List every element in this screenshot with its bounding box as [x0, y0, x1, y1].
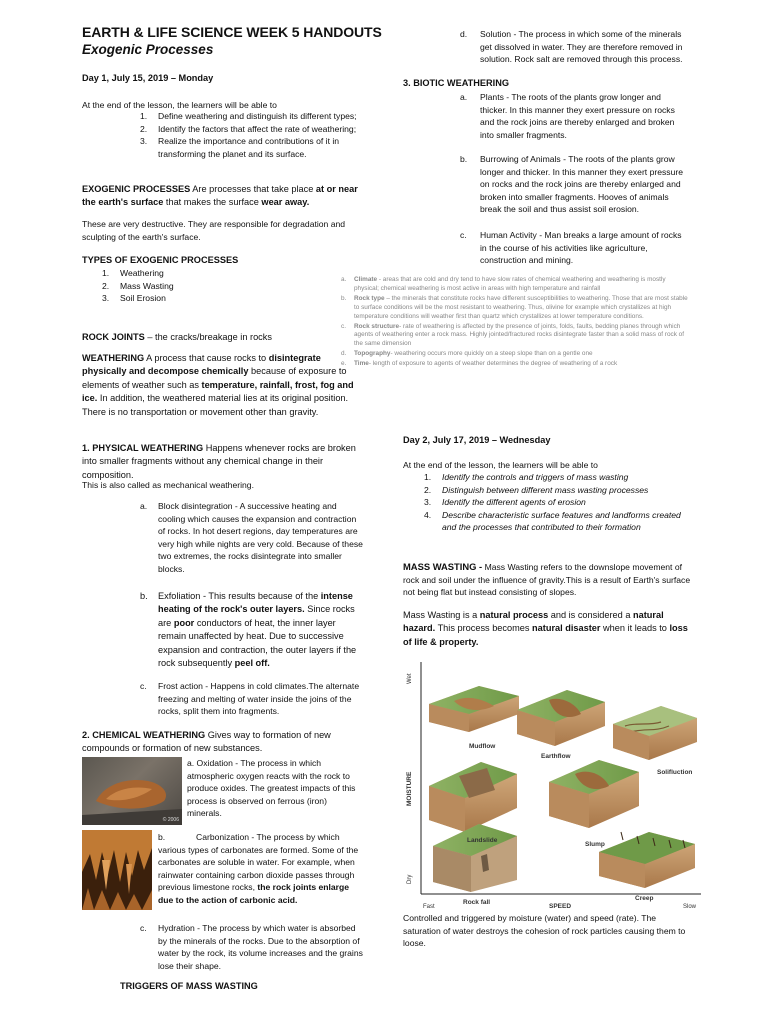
axis-fast: Fast: [423, 904, 435, 910]
day2-objectives: [424, 471, 694, 534]
day2-date: Day 2, July 17, 2019 – Wednesday: [403, 435, 551, 445]
exfoliation: b. Exfoliation - This results because of the intense heating of the rock's outer layers. Since rocks are poor conductors of heat, the inner layer remain unaffected by heat. Due to successive expansion and contraction, the outer layers if the rock subsequently peel off.: [140, 591, 357, 669]
day1-date: Day 1, July 15, 2019 – Monday: [82, 73, 214, 83]
weathering-factors: [341, 276, 691, 369]
label-slump: Slump: [585, 841, 605, 848]
hydration: c. Hydration - The process by which water is absorbed by the minerals of the rocks. Due to the absorption of water by the rock, its volume increases and the grains lose their shape.: [140, 923, 363, 971]
photo-credit: © 2006: [162, 817, 179, 823]
label-landslide: Landslide: [467, 837, 498, 844]
axis-speed: SPEED: [549, 903, 572, 910]
slump-block: [549, 760, 639, 828]
label-creep: Creep: [635, 895, 654, 902]
diagram-caption: Controlled and triggered by moisture (water) and speed (rate). The saturation of water destroys the cohesion of rock particles causing them to loose.: [403, 913, 686, 949]
objective-item: 1. Identify the controls and triggers of mass wasting: [424, 472, 629, 482]
factor-item: d. Topography- weathering occurs more quickly on a steep slope than on a gentle one: [341, 350, 593, 358]
type-item: 3. Soil Erosion: [102, 293, 166, 304]
label-solifluction: Solifluction: [657, 769, 693, 776]
block-disintegration: a. Block disintegration - A successive heating and cooling which causes the expansion and contraction of rocks. In hot desert regions, day temperatures are very high while nights are very cold. Because of these two extremes, the rocks disintegrate into smaller blocks.: [140, 501, 363, 574]
earthflow-block: [517, 690, 605, 746]
physical-aka: This is also called as mechanical weathering.: [82, 480, 254, 490]
page-subtitle: Exogenic Processes: [82, 42, 214, 57]
factor-item: c. Rock structure- rate of weathering is affected by the presence of joints, folds, faults, bedding planes through which agents of weathering enter a rock mass. Highly jointed/fractured rocks disintegrate faster than a solid mass of rock of the same dimension: [341, 322, 684, 348]
physical-weathering: 1. PHYSICAL WEATHERING Happens whenever rocks are broken into smaller fragments without any chemical change in their composition.: [82, 443, 356, 480]
objective-item: 2. Identify the factors that affect the rate of weathering;: [140, 123, 357, 134]
rock-joints: ROCK JOINTS – the cracks/breakage in rocks: [82, 332, 272, 342]
exogenic-destructive: These are very destructive. They are responsible for degradation and sculpting of the earth's surface.: [82, 219, 346, 242]
factor-item: a. Climate - areas that are cold and dry tend to have slow rates of chemical weathering and weathering is mostly physical; chemical weathering is most active in areas with high temperature and rainfall: [341, 276, 666, 292]
carbonization: b. Carbonization - The process by which various types of carbonates are formed. Some of the carbonates are soluble in water. For example, when rainwater containing carbon dioxide passes through previous limestone rocks, the rock joints enlarge due to the action of carbonic acid.: [158, 832, 359, 905]
day1-intro: At the end of the lesson, the learners will be able to: [82, 100, 277, 110]
oxidation-photo: [82, 757, 182, 825]
biotic-plants: a. Plants - The roots of the plants grow longer and thicker. In this manner they exert pressure on rocks and the rock joins are thereby enlarged and broken into smaller fragments.: [460, 92, 675, 140]
mudflow-block: [429, 686, 519, 732]
label-earthflow: Earthflow: [541, 753, 571, 760]
triggers-heading: TRIGGERS OF MASS WASTING: [120, 981, 258, 991]
type-item: 1. Weathering: [102, 268, 164, 278]
biotic-heading: 3. BIOTIC WEATHERING: [403, 78, 509, 88]
weathering-definition: WEATHERING A process that cause rocks to disintegrate physically and decompose chemically because of exposure to elements of weather such as temperature, rainfall, frost, fog and ice. In addition, the weathered material lies at its original position. There is no transportation or movement other than gravity.: [82, 353, 354, 417]
factor-item: e. Time- length of exposure to agents of weather determines the degree of weathering of a rock: [341, 360, 618, 368]
objective-item: 3. Identify the different agents of erosion: [424, 497, 586, 508]
mass-wasting-hazard: Mass Wasting is a natural process and is considered a natural hazard. This process becomes natural disaster when it leads to loss of life & property.: [403, 610, 688, 647]
objective-item: 1. Define weathering and distinguish its different types;: [140, 111, 357, 121]
page-title: EARTH & LIFE SCIENCE WEEK 5 HANDOUTS: [82, 24, 382, 40]
frost-action: c. Frost action - Happens in cold climates.The alternate freezing and melting of water inside the joins of the rocks, split them into fragments.: [140, 681, 360, 717]
objective-item: 4. Describe characteristic surface features and landforms created and the processes that contributed to their formation: [424, 509, 681, 533]
types-list: [102, 267, 174, 305]
axis-slow: Slow: [683, 904, 697, 910]
type-item: 2. Mass Wasting: [102, 280, 174, 291]
factor-item: b. Rock type – the minerals that constitute rocks have different susceptibilities to weathering. Those that are most stable to surface conditions will be the most resistant to weathering. Thus, olivine for example which crystallizes at high temperature conditions will weather first than quartz which crystallizes at lower temperature conditions.: [341, 294, 688, 320]
objective-item: 3. Realize the importance and contributions of it in transforming the planet and its surface.: [140, 136, 340, 159]
label-mudflow: Mudflow: [469, 743, 496, 750]
types-heading: TYPES OF EXOGENIC PROCESSES: [82, 255, 239, 265]
oxidation: a. Oxidation - The process in which atmospheric oxygen reacts with the rock to produce oxides. The greatest impacts of this process is observed on ferrous (iron) minerals.: [187, 758, 356, 819]
axis-moisture: MOISTURE: [406, 771, 413, 806]
axis-dry: Dry: [407, 874, 413, 884]
creep-block: [599, 832, 695, 888]
exogenic-definition: EXOGENIC PROCESSES Are processes that take place at or near the earth's surface that makes the surface wear away.: [82, 184, 358, 208]
cave-photo: [82, 830, 152, 910]
landslide-block: [429, 762, 517, 832]
mass-wasting-diagram: [399, 656, 705, 910]
label-rockfall: Rock fall: [463, 899, 491, 906]
mass-wasting-definition: MASS WASTING - Mass Wasting refers to the downslope movement of rock and soil under the influence of gravity.This is a result of Earth's surface not being flat but instead consisting of slopes.: [403, 561, 691, 598]
biotic-animals: b. Burrowing of Animals - The roots of the plants grow longer and thicker. In this manner they exert pressure on rocks and the rock joins are thereby enlarged and broken into smaller fragments. Hooves of animals break the soil and thus assist soil erosion.: [460, 154, 684, 215]
solution: d. Solution - The process in which some of the minerals get dissolved in water. They are therefore removed in solution. Rock salt are removed through this process.: [460, 29, 683, 65]
chemical-weathering: 2. CHEMICAL WEATHERING Gives way to formation of new compounds or formation of new substances.: [82, 730, 331, 754]
objective-item: 2. Distinguish between different mass wasting processes: [424, 484, 649, 495]
day1-objectives: [140, 110, 360, 160]
rockfall-block: [433, 824, 517, 892]
solifluction-block: [613, 706, 697, 760]
biotic-human: c. Human Activity - Man breaks a large amount of rocks in the course of his activities like agriculture, construction and mining.: [460, 230, 682, 266]
day2-intro: At the end of the lesson, the learners will be able to: [403, 460, 598, 470]
axis-wet: Wet: [407, 673, 413, 684]
